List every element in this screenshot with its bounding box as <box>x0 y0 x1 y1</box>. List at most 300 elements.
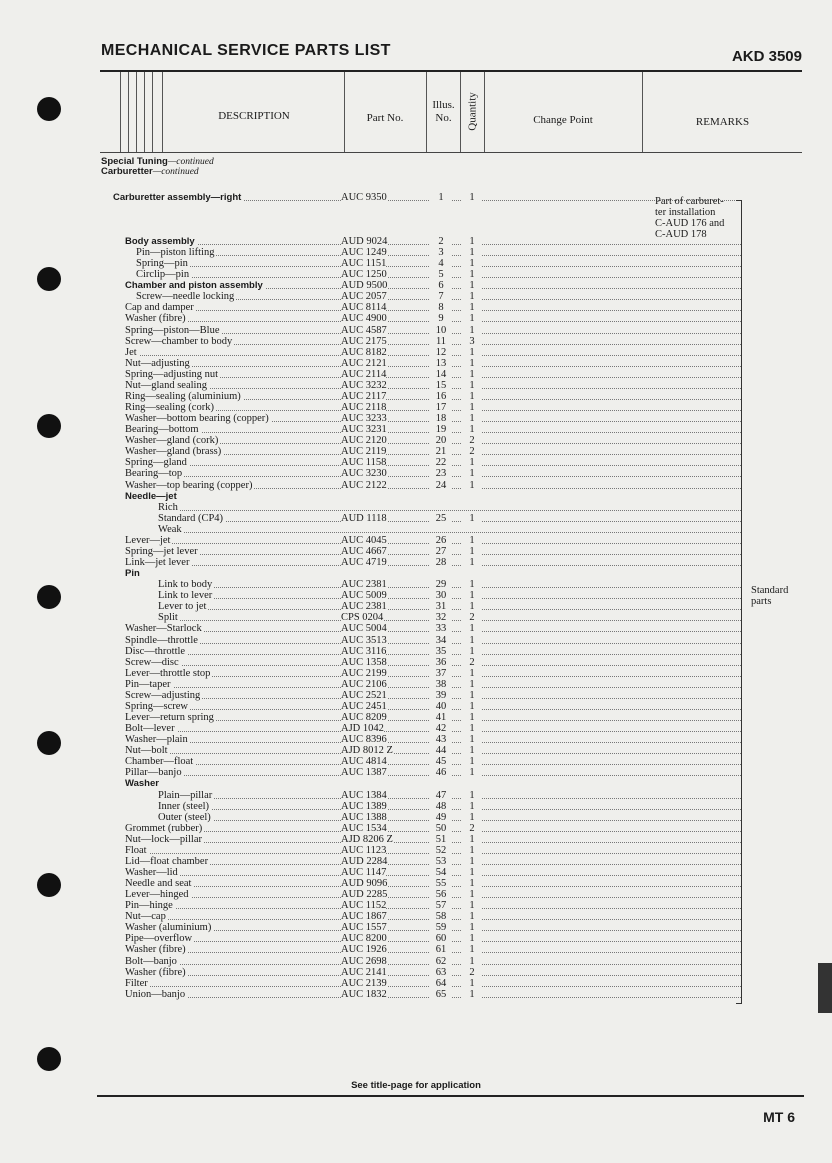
table-row <box>0 247 832 258</box>
table-row <box>0 734 832 745</box>
part-number: AUC 1152 <box>341 900 387 912</box>
part-number: AUC 1534 <box>341 822 387 834</box>
part-description: Spring—screw <box>125 700 188 712</box>
quantity: 1 <box>462 900 482 911</box>
column-header <box>100 72 802 153</box>
table-row <box>0 291 832 302</box>
quantity: 1 <box>462 889 482 900</box>
table-row <box>0 535 832 546</box>
table-row <box>0 258 832 269</box>
illustration-number: 9 <box>430 313 452 324</box>
part-description: Chamber—float <box>125 756 194 768</box>
header-remarks: REMARKS <box>695 116 750 128</box>
illustration-number: 29 <box>430 579 452 590</box>
part-description: Spring—gland <box>125 457 187 469</box>
quantity: 2 <box>462 612 482 623</box>
part-description: Nut—gland sealing <box>125 379 207 391</box>
illustration-number: 58 <box>430 911 452 922</box>
illustration-number: 30 <box>430 590 452 601</box>
part-number: AUC 2381 <box>341 601 387 613</box>
table-row <box>0 413 832 424</box>
table-row <box>0 457 832 468</box>
part-description: Float <box>125 844 147 856</box>
part-number: AUC 1387 <box>341 767 387 779</box>
illustration-number: 16 <box>430 391 452 402</box>
part-number: AUC 1147 <box>341 866 387 878</box>
part-number: AUC 3513 <box>341 634 387 646</box>
illustration-number: 26 <box>430 535 452 546</box>
quantity: 1 <box>462 546 482 557</box>
illustration-number: 23 <box>430 468 452 479</box>
bracket-tick-bottom <box>736 1003 742 1004</box>
table-row <box>0 690 832 701</box>
quantity: 1 <box>462 933 482 944</box>
part-description: Inner (steel) <box>158 800 210 812</box>
part-description: Washer—gland (brass) <box>125 446 222 458</box>
part-number: AUC 2057 <box>341 291 387 303</box>
table-row <box>0 801 832 812</box>
part-number: AUC 1384 <box>341 789 387 801</box>
part-number: AUD 1118 <box>341 512 387 524</box>
section-heading: Special Tuning—continued <box>101 156 214 167</box>
header-illus-no: Illus. No. <box>432 99 455 124</box>
quantity: 1 <box>462 944 482 955</box>
part-description: Rich <box>158 501 178 513</box>
illustration-number: 37 <box>430 668 452 679</box>
table-row <box>0 834 832 845</box>
illustration-number: 31 <box>430 601 452 612</box>
table-row <box>0 590 832 601</box>
quantity: 1 <box>462 424 482 435</box>
table-row <box>0 756 832 767</box>
part-description: Split <box>158 612 178 624</box>
illustration-number: 33 <box>430 623 452 634</box>
quantity: 1 <box>462 369 482 380</box>
part-number: AUC 3233 <box>341 413 387 425</box>
illustration-number: 1 <box>430 192 452 203</box>
part-number: AUC 2381 <box>341 579 387 591</box>
part-number: AUC 1832 <box>341 988 387 1000</box>
part-number: AUC 8209 <box>341 712 387 723</box>
table-row <box>0 513 832 524</box>
part-description: Nut—bolt <box>125 745 168 757</box>
page-title: MECHANICAL SERVICE PARTS LIST <box>101 42 391 59</box>
table-row <box>0 790 832 801</box>
illustration-number: 4 <box>430 258 452 269</box>
part-description: Bolt—banjo <box>125 955 177 967</box>
illustration-number: 6 <box>430 280 452 291</box>
part-description: Plain—pillar <box>158 789 213 801</box>
illustration-number: 13 <box>430 358 452 369</box>
part-number: AUC 8182 <box>341 346 387 358</box>
table-row <box>0 712 832 723</box>
footer-note: See title-page for application <box>351 1080 481 1091</box>
part-description: Standard (CP4) <box>158 512 224 524</box>
illustration-number: 53 <box>430 856 452 867</box>
illustration-number: 28 <box>430 557 452 568</box>
table-row <box>0 468 832 479</box>
part-number: AUC 2122 <box>341 479 387 491</box>
table-row <box>0 269 832 280</box>
illustration-number: 47 <box>430 790 452 801</box>
part-description: Jet <box>125 346 137 358</box>
table-row <box>0 502 832 513</box>
part-number: AUC 1389 <box>341 800 387 812</box>
part-description: Washer <box>125 778 159 790</box>
illustration-number: 56 <box>430 889 452 900</box>
part-number: AUC 4719 <box>341 557 387 569</box>
table-row <box>0 900 832 911</box>
part-description: Chamber and piston assembly <box>125 280 263 292</box>
illustration-number: 59 <box>430 922 452 933</box>
illustration-number: 18 <box>430 413 452 424</box>
quantity: 1 <box>462 557 482 568</box>
illustration-number: 21 <box>430 446 452 457</box>
table-row <box>0 989 832 1000</box>
part-number: AUC 8114 <box>341 302 387 314</box>
part-number: AUD 2285 <box>341 889 388 901</box>
part-description: Spring—jet lever <box>125 545 198 557</box>
part-number: AUD 9024 <box>341 236 388 247</box>
table-row <box>0 380 832 391</box>
table-row <box>0 911 832 922</box>
quantity: 1 <box>462 734 482 745</box>
part-number: AUD 9500 <box>341 280 388 292</box>
part-number: AJD 8012 Z <box>341 745 393 757</box>
quantity: 1 <box>462 325 482 336</box>
part-description: Link to body <box>158 579 213 591</box>
part-number: AUC 1158 <box>341 457 387 469</box>
remark-standard-parts: Standard parts <box>751 585 789 607</box>
table-row <box>0 347 832 358</box>
quantity: 1 <box>462 701 482 712</box>
part-description: Union—banjo <box>125 988 186 1000</box>
illustration-number: 64 <box>430 978 452 989</box>
illustration-number: 41 <box>430 712 452 723</box>
part-description: Lever—jet <box>125 534 171 546</box>
illustration-number: 24 <box>430 480 452 491</box>
illustration-number: 52 <box>430 845 452 856</box>
illustration-number: 51 <box>430 834 452 845</box>
part-number: AUC 2139 <box>341 977 387 989</box>
page-number: MT 6 <box>763 1109 795 1125</box>
table-row <box>0 446 832 457</box>
illustration-number: 62 <box>430 956 452 967</box>
part-number: AUD 2284 <box>341 855 388 867</box>
illustration-number: 7 <box>430 291 452 302</box>
illustration-number: 61 <box>430 944 452 955</box>
part-number: AUC 8396 <box>341 734 387 746</box>
illustration-number: 60 <box>430 933 452 944</box>
part-description: Carburetter assembly—right <box>113 192 242 203</box>
part-description: Needle—jet <box>125 490 177 502</box>
quantity: 1 <box>462 878 482 889</box>
part-description: Bearing—bottom <box>125 424 199 436</box>
part-number: AUC 8200 <box>341 933 387 945</box>
part-number: AUC 3232 <box>341 379 387 391</box>
table-row <box>0 778 832 789</box>
quantity: 1 <box>462 468 482 479</box>
quantity: 1 <box>462 801 482 812</box>
part-number: AUC 1557 <box>341 922 387 934</box>
part-number: AUC 2451 <box>341 700 387 712</box>
part-description: Washer—plain <box>125 734 188 746</box>
illustration-number: 2 <box>430 236 452 247</box>
part-description: Screw—chamber to body <box>125 335 233 347</box>
illustration-number: 50 <box>430 823 452 834</box>
part-description: Washer—bottom bearing (copper) <box>125 413 269 425</box>
table-row <box>0 358 832 369</box>
quantity: 1 <box>462 867 482 878</box>
table-row <box>0 856 832 867</box>
table-row <box>0 601 832 612</box>
table-row <box>0 967 832 978</box>
quantity: 1 <box>462 856 482 867</box>
part-number: AUC 2141 <box>341 966 387 978</box>
illustration-number: 34 <box>430 635 452 646</box>
illustration-number: 48 <box>430 801 452 812</box>
quantity: 1 <box>462 347 482 358</box>
quantity: 1 <box>462 258 482 269</box>
table-row <box>0 845 832 856</box>
part-number: AJD 1042 <box>341 723 384 735</box>
quantity: 1 <box>462 513 482 524</box>
illustration-number: 39 <box>430 690 452 701</box>
part-number: AUC 2199 <box>341 667 387 679</box>
illustration-number: 32 <box>430 612 452 623</box>
quantity: 1 <box>462 635 482 646</box>
quantity: 2 <box>462 967 482 978</box>
part-number: AUC 2118 <box>341 402 387 414</box>
illustration-number: 15 <box>430 380 452 391</box>
table-row <box>0 978 832 989</box>
part-description: Washer (fibre) <box>125 966 186 978</box>
quantity: 1 <box>462 922 482 933</box>
illustration-number: 44 <box>430 745 452 756</box>
illustration-number: 65 <box>430 989 452 1000</box>
illustration-number: 35 <box>430 646 452 657</box>
punch-hole <box>37 97 61 121</box>
quantity: 1 <box>462 989 482 1000</box>
part-description: Screw—needle locking <box>136 291 235 303</box>
quantity: 1 <box>462 247 482 258</box>
part-number: AUC 2106 <box>341 678 387 690</box>
part-description: Link to lever <box>158 590 213 602</box>
part-description: Washer—lid <box>125 866 178 878</box>
quantity: 1 <box>462 978 482 989</box>
table-row <box>0 313 832 324</box>
quantity: 1 <box>462 601 482 612</box>
part-description: Washer—top bearing (copper) <box>125 479 253 491</box>
part-description: Grommet (rubber) <box>125 822 203 834</box>
part-description: Link—jet lever <box>125 557 190 569</box>
table-row <box>0 867 832 878</box>
part-description: Bearing—top <box>125 468 183 480</box>
table-row <box>0 280 832 291</box>
part-description: Lever—hinged <box>125 889 189 901</box>
illustration-number: 57 <box>430 900 452 911</box>
part-number: AUC 4667 <box>341 545 387 557</box>
quantity: 1 <box>462 380 482 391</box>
part-description: Pipe—overflow <box>125 933 193 945</box>
quantity: 1 <box>462 834 482 845</box>
punch-hole <box>37 1047 61 1071</box>
part-number: AUC 2120 <box>341 435 387 447</box>
part-description: Ring—sealing (aluminium) <box>125 390 241 402</box>
part-description: Spring—piston—Blue <box>125 324 220 336</box>
part-description: Washer—gland (cork) <box>125 435 219 447</box>
part-number: AUC 1926 <box>341 944 387 956</box>
part-description: Nut—lock—pillar <box>125 833 202 845</box>
header-description: DESCRIPTION <box>218 110 290 122</box>
part-description: Washer (aluminium) <box>125 922 212 934</box>
part-description: Pin <box>125 568 140 580</box>
illustration-number: 14 <box>430 369 452 380</box>
part-number: AUC 1250 <box>341 269 387 281</box>
part-number: AUC 4900 <box>341 313 387 325</box>
table-row <box>0 435 832 446</box>
table-row <box>0 956 832 967</box>
quantity: 1 <box>462 812 482 823</box>
part-description: Lid—float chamber <box>125 855 209 867</box>
illustration-number: 8 <box>430 302 452 313</box>
quantity: 1 <box>462 668 482 679</box>
part-number: AUC 2121 <box>341 357 387 369</box>
quantity: 1 <box>462 269 482 280</box>
part-description: Lever to jet <box>158 601 207 613</box>
quantity: 1 <box>462 313 482 324</box>
quantity: 1 <box>462 623 482 634</box>
part-number: AUC 2117 <box>341 390 387 402</box>
part-description: Outer (steel) <box>158 811 211 823</box>
quantity: 2 <box>462 657 482 668</box>
quantity: 1 <box>462 457 482 468</box>
table-row <box>0 612 832 623</box>
quantity: 1 <box>462 767 482 778</box>
quantity: 2 <box>462 446 482 457</box>
bracket-tick-top <box>736 200 742 201</box>
part-description: Weak <box>158 523 182 535</box>
quantity: 1 <box>462 745 482 756</box>
part-description: Spring—adjusting nut <box>125 368 219 380</box>
table-row <box>0 933 832 944</box>
quantity: 2 <box>462 823 482 834</box>
part-number: CPS 0204 <box>341 612 384 624</box>
part-description: Circlip—pin <box>136 269 190 281</box>
illustration-number: 27 <box>430 546 452 557</box>
illustration-number: 19 <box>430 424 452 435</box>
part-number: AUC 1388 <box>341 811 387 823</box>
part-number: AUC 3230 <box>341 468 387 480</box>
part-description: Screw—disc <box>125 656 179 668</box>
illustration-number: 40 <box>430 701 452 712</box>
table-row <box>0 944 832 955</box>
part-description: Spring—pin <box>136 258 188 270</box>
part-number: AUC 4587 <box>341 324 387 336</box>
part-description: Lever—throttle stop <box>125 667 211 679</box>
part-number: AUC 1867 <box>341 911 387 923</box>
part-number: AUC 2698 <box>341 955 387 967</box>
table-row <box>0 491 832 502</box>
illustration-number: 22 <box>430 457 452 468</box>
quantity: 1 <box>462 192 482 203</box>
illustration-number: 11 <box>430 336 452 347</box>
part-description: Filter <box>125 977 148 989</box>
document-code: AKD 3509 <box>731 48 802 65</box>
illustration-number: 45 <box>430 756 452 767</box>
part-number: AUC 1358 <box>341 656 387 668</box>
section-subheading: Carburetter—continued <box>101 166 199 177</box>
table-row <box>0 302 832 313</box>
quantity: 1 <box>462 579 482 590</box>
table-row <box>0 579 832 590</box>
header-quantity: Quantity <box>466 92 479 131</box>
part-description: Ring—sealing (cork) <box>125 402 214 414</box>
part-number: AUC 1151 <box>341 258 387 270</box>
illustration-number: 3 <box>430 247 452 258</box>
table-row <box>0 745 832 756</box>
table-row <box>0 823 832 834</box>
illustration-number: 38 <box>430 679 452 690</box>
quantity: 1 <box>462 690 482 701</box>
quantity: 1 <box>462 679 482 690</box>
part-number: AJD 8206 Z <box>341 833 393 845</box>
part-description: Washer—Starlock <box>125 623 202 635</box>
part-description: Pin—taper <box>125 678 171 690</box>
part-description: Lever—return spring <box>125 712 214 723</box>
table-row <box>0 668 832 679</box>
part-description: Washer (fibre) <box>125 944 186 956</box>
part-description: Body assembly <box>125 236 195 247</box>
table-row <box>0 402 832 413</box>
part-number: AUC 5004 <box>341 623 387 635</box>
illustration-number: 43 <box>430 734 452 745</box>
table-row <box>0 723 832 734</box>
part-number: AUC 1249 <box>341 247 387 259</box>
illustration-number: 42 <box>430 723 452 734</box>
quantity: 1 <box>462 291 482 302</box>
part-number: AUC 2114 <box>341 368 387 380</box>
illustration-number: 63 <box>430 967 452 978</box>
table-row <box>0 679 832 690</box>
remarks-bracket <box>741 200 742 1003</box>
illustration-number: 25 <box>430 513 452 524</box>
table-row <box>0 646 832 657</box>
quantity: 1 <box>462 413 482 424</box>
quantity: 1 <box>462 236 482 247</box>
quantity: 1 <box>462 845 482 856</box>
illustration-number: 49 <box>430 812 452 823</box>
part-description: Screw—adjusting <box>125 689 201 701</box>
quantity: 1 <box>462 790 482 801</box>
quantity: 1 <box>462 280 482 291</box>
table-row <box>0 889 832 900</box>
illustration-number: 17 <box>430 402 452 413</box>
table-row <box>0 657 832 668</box>
illustration-number: 10 <box>430 325 452 336</box>
illustration-number: 55 <box>430 878 452 889</box>
part-number: AUC 4814 <box>341 756 387 768</box>
footer-rule <box>97 1095 804 1097</box>
part-description: Cap and damper <box>125 302 194 314</box>
part-number: AUC 3231 <box>341 424 387 436</box>
quantity: 1 <box>462 911 482 922</box>
table-row <box>0 325 832 336</box>
header-part-no: Part No. <box>366 112 404 124</box>
table-row <box>0 812 832 823</box>
quantity: 3 <box>462 336 482 347</box>
table-row <box>0 546 832 557</box>
